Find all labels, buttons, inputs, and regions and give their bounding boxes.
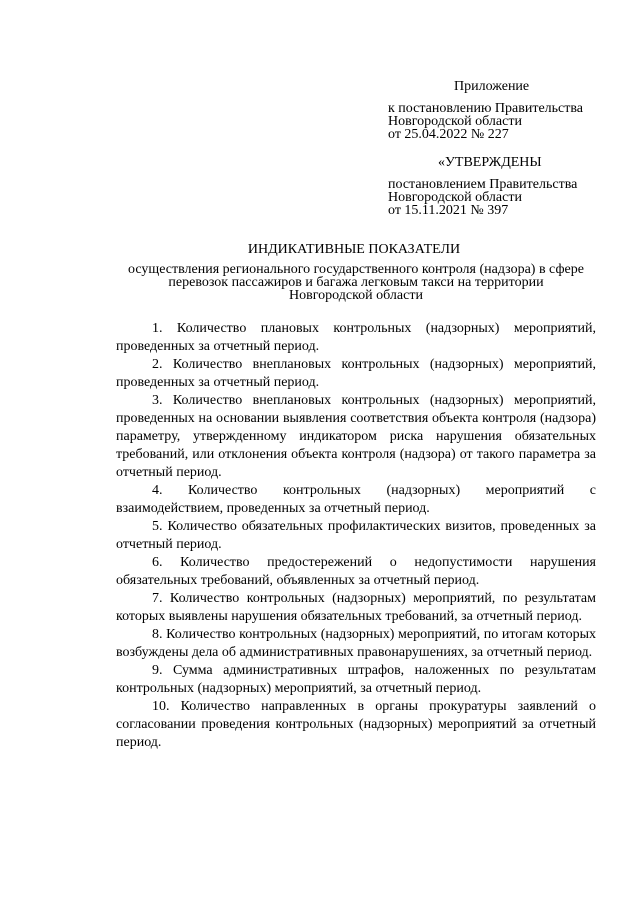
approved-line: от 15.11.2021 № 397 xyxy=(388,203,509,218)
list-item: 6. Количество предостережений о недопустимости нарушения обязательных требований, объявленных за отчетный период. xyxy=(116,555,596,588)
annex-title: Приложение xyxy=(454,79,530,94)
document-subtitle xyxy=(116,263,596,302)
list-item: 2. Количество внеплановых контрольных (надзорных) мероприятий, проведенных за отчетный период. xyxy=(116,357,596,390)
list-item: 5. Количество обязательных профилактических визитов, проведенных за отчетный период. xyxy=(116,519,596,552)
list-item: 1. Количество плановых контрольных (надзорных) мероприятий, проведенных за отчетный период. xyxy=(116,321,596,354)
annex-block xyxy=(388,80,618,141)
list-item: 4. Количество контрольных (надзорных) мероприятий с взаимодействием, проведенных за отчетный период. xyxy=(116,483,596,516)
list-item: 7. Количество контрольных (надзорных) мероприятий, по результатам которых выявлены нарушения обязательных требований, за отчетный период. xyxy=(116,591,596,624)
annex-line: от 25.04.2022 № 227 xyxy=(388,127,509,142)
list-item: 10. Количество направленных в органы прокуратуры заявлений о согласовании проведения контрольных (надзорных) мероприятий за отчетный период. xyxy=(116,699,596,750)
approved-title: «УТВЕРЖДЕНЫ xyxy=(438,155,542,170)
list-item: 3. Количество внеплановых контрольных (надзорных) мероприятий, проведенных на основании выявления соответствия объекта контроля (надзора) параметру, утвержденному индикатором риска нарушения обязательных требований, или отклонения объекта контроля (надзора) от такого параметра за отчетный период. xyxy=(116,393,596,480)
document-title: ИНДИКАТИВНЫЕ ПОКАЗАТЕЛИ xyxy=(247,242,461,257)
annex-line: к постановлению Правительства xyxy=(388,101,584,116)
approved-line: постановлением Правительства xyxy=(388,177,578,192)
approved-block xyxy=(388,156,618,217)
subtitle-line: Новгородской области xyxy=(289,288,423,303)
list-item: 9. Сумма административных штрафов, наложенных по результатам контрольных (надзорных) мероприятий, за отчетный период. xyxy=(116,663,596,696)
annex-line: Новгородской области xyxy=(388,114,522,129)
indicator-list xyxy=(116,320,596,752)
list-item: 8. Количество контрольных (надзорных) мероприятий, по итогам которых возбуждены дела об административных правонарушениях, за отчетный период. xyxy=(116,627,596,660)
subtitle-line: перевозок пассажиров и багажа легковым такси на территории xyxy=(168,275,544,290)
approved-line: Новгородской области xyxy=(388,190,522,205)
subtitle-line: осуществления регионального государственного контроля (надзора) в сфере xyxy=(128,262,584,277)
